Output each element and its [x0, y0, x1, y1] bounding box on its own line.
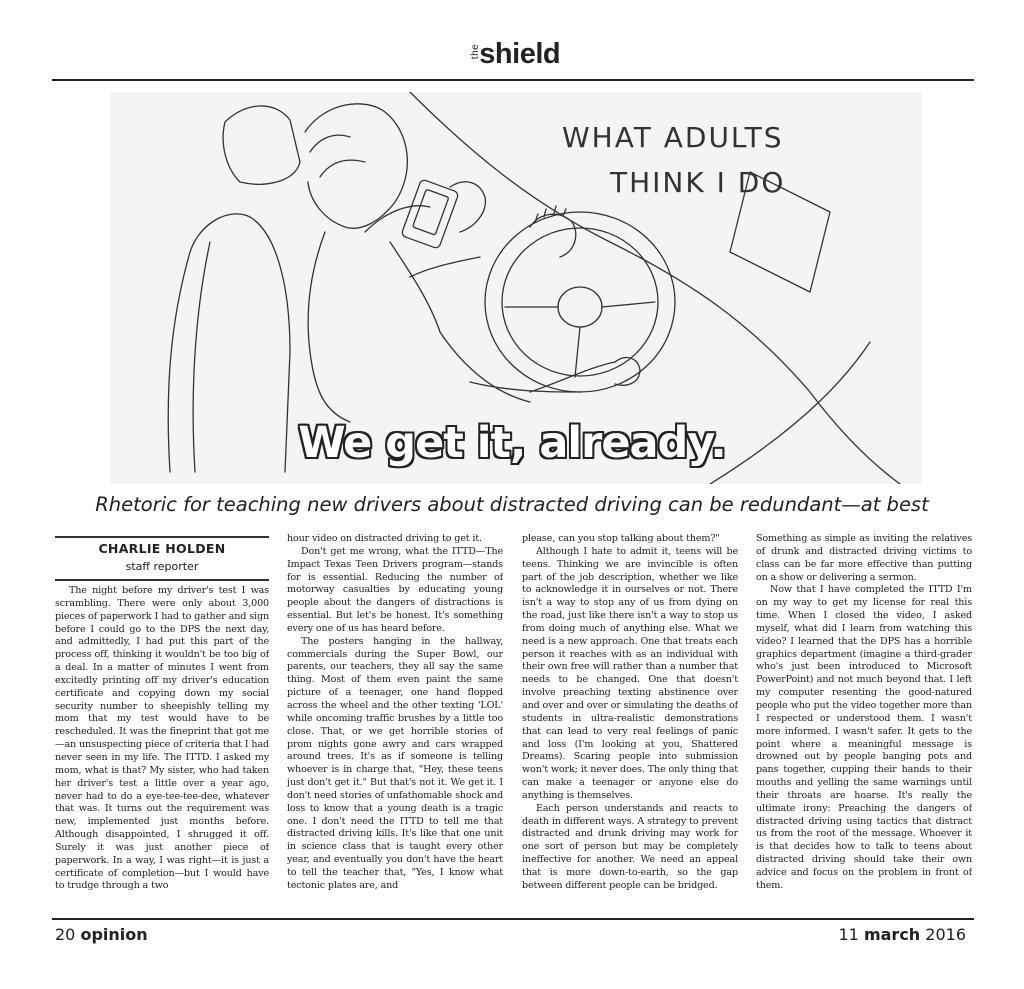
paragraph: Don't get me wrong, what the ITTD—The Impact Texas Teen Drivers program—stands for is essential. Reducing the number of motorway casualties by educating young people about the dangers of distractions is essential. But let's be honest. It's something every one of us has heard before.	[287, 545, 503, 634]
byline-role: staff reporter	[125, 560, 199, 573]
bottom-rule	[52, 918, 974, 920]
article-column-1	[55, 585, 269, 911]
date-day: 11	[838, 925, 859, 944]
article-column-2	[287, 533, 503, 911]
masthead-prefix: the	[470, 43, 482, 60]
paragraph: Now that I have completed the ITTD I'm on my way to get my license for real this time. When I closed the video, I asked myself, what did I learn from watching this video? I learned that the DPS has a horrible graphics department (imagine a third-grader who's just been introduced to Microsoft PowerPoint) and not much beyond that. I left my computer resenting the good-natured people who put the video together more than I respected or understood them. I wasn't more informed. I wasn't safer. It gets to the point where a meaningful message is drowned out by people banging pots and pans together, cupping their hands to their mouths and yelling the same warnings until their throats are hoarse. It's really the ultimate irony: Preaching the dangers of distracted driving using tactics that distract us from the root of the message. Whoever it is that decides how to talk to teens about distracted driving should take their own advice and focus on the problem in front of them.	[756, 584, 972, 891]
masthead	[0, 38, 1024, 78]
top-rule	[52, 79, 974, 81]
section-name: opinion	[80, 925, 148, 944]
page-number: 20	[55, 925, 76, 944]
footer-left	[55, 925, 148, 944]
article-column-3	[522, 533, 738, 911]
caption-line-2: THINK I DO	[610, 166, 786, 199]
paragraph: Although I hate to admit it, teens will be teens. Thinking we are invincible is often part of the job description, whether we like to acknowledge it in ourselves or not. There isn't a way to stop any of us from dying on the road, just like there isn't a way to stop us from doing much of anything else. What we need is a new approach. One that treats each person it reaches with as an individual with their own free will rather than a number that needs to be changed. One that doesn't involve preaching texting abstinence over and over and over or simulating the deaths of students in ultra-realistic demonstrations that can lead to very real feelings of panic and loss (I'm looking at you, Shattered Dreams). Scaring people into submission won't work; it never does. The only thing that can make a teenager or anyone else do anything is themselves.	[522, 545, 738, 801]
headline: We get it, already.	[298, 418, 726, 468]
footer-date	[839, 925, 967, 944]
byline-name: CHARLIE HOLDEN	[98, 541, 226, 556]
paragraph: The posters hanging in the hallway, commercials during the Super Bowl, our parents, our teachers, they all say the same thing. Most of them even paint the same picture of a teenager, one hand flopped across the wheel and the other texting 'LOL' while oncoming traffic brushes by a little too close. That, or we get horrible stories of prom nights gone awry and cars wrapped around trees. It's as if someone is telling whoever is in charge that, "Hey, these teens just don't get it." But that's not it. We get it. I don't need stories of unfathomable shock and loss to know that a young death is a tragic one. I don't need the ITTD to tell me that distracted driving kills. It's like that one unit in science class that is taught every other year, and eventually you don't have the heart to tell the teacher that, "Yes, I know what tectonic plates are, and	[287, 635, 503, 891]
byline-top-rule	[55, 536, 269, 538]
article-column-4	[756, 533, 972, 911]
paragraph: hour video on distracted driving to get it.	[287, 533, 482, 544]
date-year: 2016	[925, 925, 966, 944]
date-month: march	[863, 925, 921, 944]
masthead-name: shield	[479, 38, 561, 70]
paragraph: Something as simple as inviting the relatives of drunk and distracted driving victims to class can be far more effective than putting on a show or delivering a sermon.	[756, 533, 972, 583]
paragraph: The night before my driver's test I was scrambling. There were only about 3,000 pieces of paperwork I had to gather and sign before I could go to the DPS the next day, and admittedly, I had put this part of the process off, thinking it wouldn't be too big of a deal. In a matter of minutes I went from excitedly printing off my driver's education certificate and copying down my social security number to sheepishly telling my mom that my test would have to be rescheduled. It was the fineprint that got me—an unsuspecting piece of criteria that I had never seen in my life. The ITTD. I asked my mom, what is that? My sister, who had taken her driver's test a little over a year ago, never had to do a eye-tee-tee-dee, whatever that was. It turns out the requirement was new, implemented just months before. Although disappointed, I shrugged it off. Surely it was just another piece of paperwork. In a way, I was right—it is just a certificate of completion—but I would have to trudge through a two	[55, 585, 269, 892]
deck-subtitle: Rhetoric for teaching new drivers about distracted driving can be redundant—at best	[95, 493, 929, 516]
paragraph: Each person understands and reacts to death in different ways. A strategy to prevent distracted and drunk driving may work for one sort of person but may be completely ineffective for another. We need an appeal that is more down-to-earth, so the gap between different people can be bridged.	[522, 802, 738, 891]
caption-line-1: WHAT ADULTS	[562, 121, 784, 154]
byline-bottom-rule	[55, 579, 269, 581]
paragraph: please, can you stop talking about them?"	[522, 533, 720, 544]
